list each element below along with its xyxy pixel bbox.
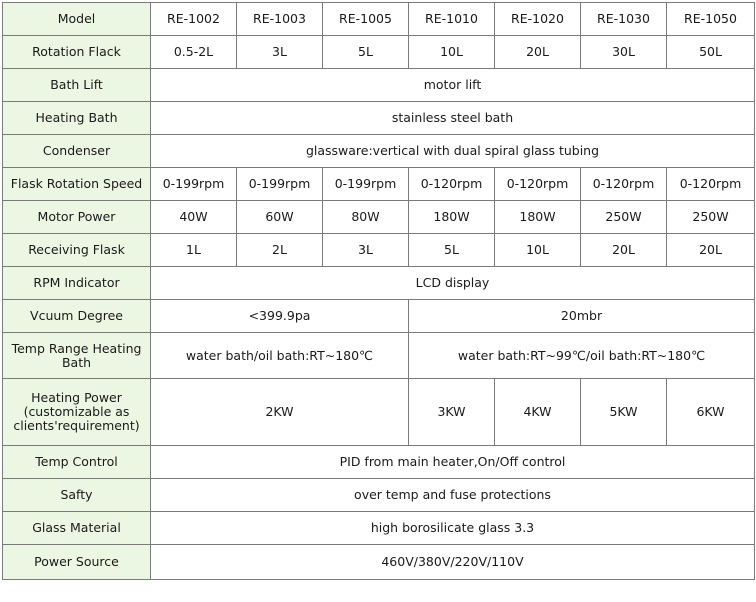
- row-label: Glass Material: [3, 512, 151, 545]
- table-cell: 30L: [581, 36, 667, 69]
- row-label: Flask Rotation Speed: [3, 168, 151, 201]
- table-cell: 5L: [409, 234, 495, 267]
- table-cell: <399.9pa: [151, 300, 409, 333]
- table-cell: 2KW: [151, 379, 409, 446]
- table-cell: 0-120rpm: [495, 168, 581, 201]
- table-cell: 3L: [323, 234, 409, 267]
- row-rotation-flask: [3, 36, 755, 69]
- table-cell: 10L: [409, 36, 495, 69]
- row-bath-lift: [3, 69, 755, 102]
- table-cell: 180W: [409, 201, 495, 234]
- table-cell: stainless steel bath: [151, 102, 755, 135]
- row-vacuum-degree: [3, 300, 755, 333]
- table-cell: 4KW: [495, 379, 581, 446]
- row-label: Rotation Flack: [3, 36, 151, 69]
- row-condenser: [3, 135, 755, 168]
- row-label: Receiving Flask: [3, 234, 151, 267]
- table-cell: 0-199rpm: [237, 168, 323, 201]
- table-cell: 0-120rpm: [581, 168, 667, 201]
- row-glass-material: [3, 512, 755, 545]
- table-cell: 10L: [495, 234, 581, 267]
- model-cell: RE-1002: [151, 3, 237, 36]
- row-temp-range: [3, 333, 755, 379]
- table-cell: high borosilicate glass 3.3: [151, 512, 755, 545]
- table-cell: water bath:RT~99℃/oil bath:RT~180℃: [409, 333, 755, 379]
- spec-table: [2, 2, 755, 580]
- row-motor-power: [3, 201, 755, 234]
- table-cell: 3KW: [409, 379, 495, 446]
- row-label: [3, 333, 151, 379]
- table-cell: 2L: [237, 234, 323, 267]
- model-cell: RE-1005: [323, 3, 409, 36]
- table-cell: LCD display: [151, 267, 755, 300]
- table-cell: 20L: [495, 36, 581, 69]
- model-cell: RE-1003: [237, 3, 323, 36]
- model-cell: RE-1020: [495, 3, 581, 36]
- row-label-line: (customizable as: [23, 404, 130, 419]
- table-cell: 0-120rpm: [667, 168, 755, 201]
- row-flask-rotation-speed: [3, 168, 755, 201]
- row-safety: [3, 479, 755, 512]
- model-cell: RE-1010: [409, 3, 495, 36]
- table-cell: 0-199rpm: [323, 168, 409, 201]
- row-label: Model: [3, 3, 151, 36]
- table-cell: 1L: [151, 234, 237, 267]
- row-label-line: Temp Range Heating: [11, 340, 142, 356]
- table-cell: over temp and fuse protections: [151, 479, 755, 512]
- row-label: Heating Bath: [3, 102, 151, 135]
- table-cell: 20L: [581, 234, 667, 267]
- model-cell: RE-1030: [581, 3, 667, 36]
- table-cell: 60W: [237, 201, 323, 234]
- table-cell: 0-120rpm: [409, 168, 495, 201]
- row-rpm-indicator: [3, 267, 755, 300]
- row-temp-control: [3, 446, 755, 479]
- table-cell: 460V/380V/220V/110V: [151, 545, 755, 580]
- table-cell: 5L: [323, 36, 409, 69]
- table-cell: 5KW: [581, 379, 667, 446]
- table-cell: 0-199rpm: [151, 168, 237, 201]
- row-label: Bath Lift: [3, 69, 151, 102]
- table-cell: 50L: [667, 36, 755, 69]
- table-cell: 180W: [495, 201, 581, 234]
- row-label: Motor Power: [3, 201, 151, 234]
- table-cell: glassware:vertical with dual spiral glass tubing: [151, 135, 755, 168]
- table-cell: 3L: [237, 36, 323, 69]
- table-cell: 80W: [323, 201, 409, 234]
- row-label: Safty: [3, 479, 151, 512]
- row-label-line: Heating Power: [31, 390, 122, 405]
- row-heating-bath: [3, 102, 755, 135]
- row-label-line: Bath: [61, 354, 92, 370]
- table-cell: 0.5-2L: [151, 36, 237, 69]
- table-cell: 6KW: [667, 379, 755, 446]
- table-cell: 20mbr: [409, 300, 755, 333]
- table-cell: 250W: [581, 201, 667, 234]
- row-heating-power: [3, 379, 755, 446]
- row-label: Condenser: [3, 135, 151, 168]
- row-label: [3, 379, 151, 446]
- row-label: Vcuum Degree: [3, 300, 151, 333]
- table-cell: 20L: [667, 234, 755, 267]
- table-cell: 250W: [667, 201, 755, 234]
- row-receiving-flask: [3, 234, 755, 267]
- row-model: [3, 3, 755, 36]
- table-cell: motor lift: [151, 69, 755, 102]
- row-label: RPM Indicator: [3, 267, 151, 300]
- row-label-line: clients'requirement): [13, 418, 140, 433]
- row-power-source: [3, 545, 755, 580]
- row-label: Power Source: [3, 545, 151, 580]
- table-cell: PID from main heater,On/Off control: [151, 446, 755, 479]
- table-cell: 40W: [151, 201, 237, 234]
- model-cell: RE-1050: [667, 3, 755, 36]
- table-cell: water bath/oil bath:RT~180℃: [151, 333, 409, 379]
- row-label: Temp Control: [3, 446, 151, 479]
